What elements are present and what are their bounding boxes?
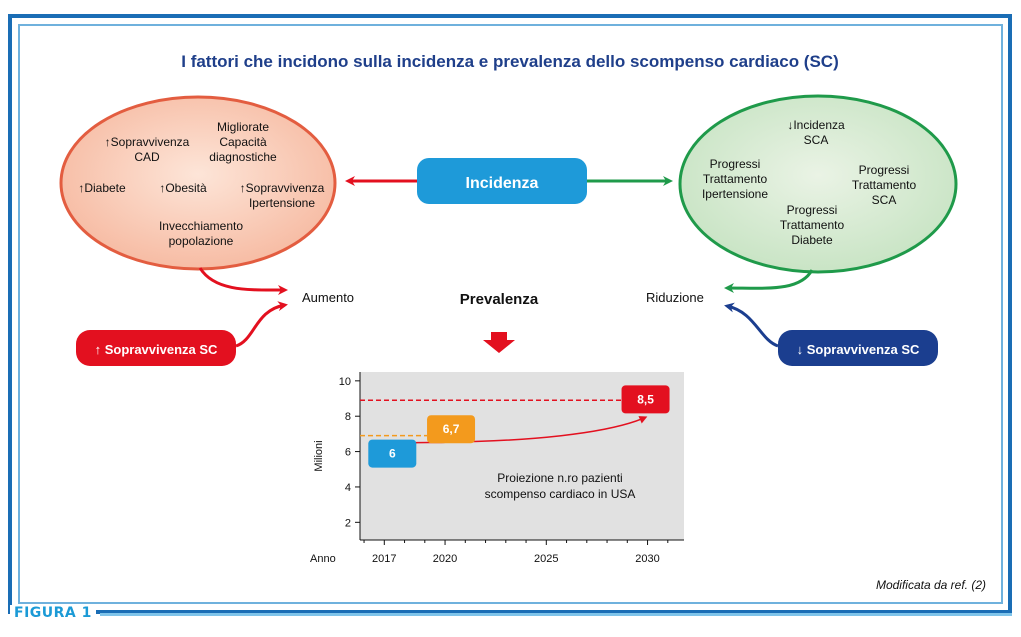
- y-tick-label: 8: [344, 411, 351, 424]
- left-circle-item: Invecchiamento popolazione: [158, 219, 244, 248]
- right-circle-item: Progressi Trattamento Ipertensione: [701, 157, 769, 201]
- figure-title: I fattori che incidono sulla incidenza e prevalenza dello scompenso cardiaco (SC): [181, 52, 839, 71]
- data-point-label: 6,7: [442, 422, 460, 437]
- riduzione-label: Riduzione: [646, 290, 704, 305]
- data-point-label: 6: [388, 446, 396, 461]
- prevalence-chart: [310, 372, 684, 565]
- x-tick-label: 2025: [534, 553, 559, 565]
- y-tick-label: 4: [344, 481, 351, 494]
- left-badge-to-aumento-arrow: [236, 305, 285, 346]
- arrow-up-icon: ↑: [94, 342, 105, 357]
- x-tick-label: 2017: [372, 553, 397, 565]
- x-tick-label: 2020: [432, 553, 458, 565]
- x-tick-label: 2030: [635, 553, 660, 565]
- aumento-label: Aumento: [302, 290, 355, 305]
- arrow-down-icon: ↓: [796, 342, 807, 357]
- prevalenza-down-arrow-icon: [483, 332, 515, 353]
- right-ellipse-to-riduzione-arrow: [727, 270, 812, 288]
- y-axis-label: Milioni: [313, 440, 325, 472]
- figure-label-line: [100, 613, 1012, 616]
- x-axis-label: Anno: [310, 553, 336, 565]
- left-survival-badge-text: ↑ Sopravvivenza SC: [94, 342, 218, 357]
- left-circle-item: Migliorate Capacità diagnostiche: [209, 120, 277, 164]
- right-circle-item: Progressi Trattamento SCA: [851, 163, 917, 207]
- chart-annotation: Proiezione n.ro pazienti scompenso cardiaco in USA: [484, 471, 636, 501]
- left-circle-item: ↑Obesità: [159, 181, 207, 195]
- left-circle-item: ↑Sopravvivenza CAD: [104, 135, 190, 164]
- incidenza-label: Incidenza: [465, 175, 539, 192]
- y-tick-label: 2: [344, 517, 351, 530]
- figure-label: FIGURA 1: [10, 605, 96, 621]
- right-badge-to-riduzione-arrow: [727, 306, 778, 346]
- right-circle-item: ↓Incidenza SCA: [787, 118, 845, 147]
- y-tick-label: 10: [338, 375, 351, 388]
- right-circle-item: Progressi Trattamento Diabete: [779, 203, 845, 247]
- left-circle-item: ↑Sopravvivenza Ipertensione: [239, 181, 325, 210]
- left-ellipse-to-aumento-arrow: [200, 268, 285, 290]
- source-note: Modificata da ref. (2): [875, 578, 986, 592]
- right-survival-badge-text: ↓ Sopravvivenza SC: [796, 342, 920, 357]
- prevalenza-label: Prevalenza: [459, 291, 539, 308]
- data-point-label: 8,5: [637, 392, 654, 407]
- y-tick-label: 6: [344, 446, 351, 459]
- left-circle-item: ↑Diabete: [78, 181, 126, 195]
